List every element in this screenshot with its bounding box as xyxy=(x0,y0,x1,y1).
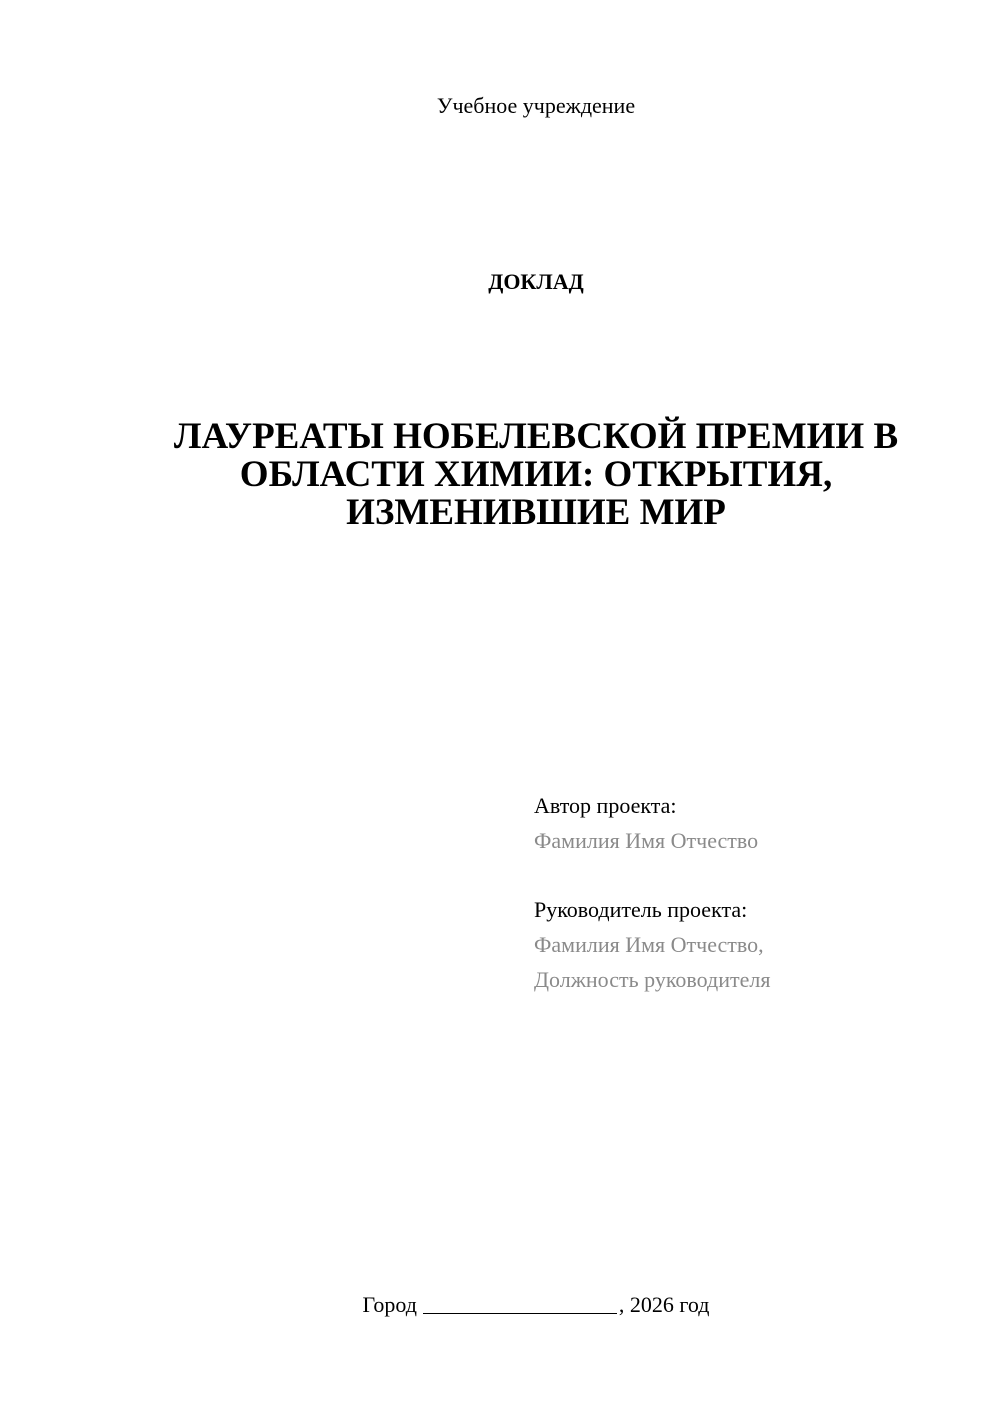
report-title-line: ЛАУРЕАТЫ НОБЕЛЕВСКОЙ ПРЕМИИ В xyxy=(173,416,899,457)
supervisor-name-placeholder: Фамилия Имя Отчество, xyxy=(534,932,764,957)
spacer xyxy=(534,858,974,892)
year-text: , 2026 год xyxy=(618,1292,710,1317)
institution-name: Учебное учреждение xyxy=(436,93,636,118)
supervisor-position-placeholder: Должность руководителя xyxy=(534,967,771,992)
city-blank-line xyxy=(423,1291,617,1314)
report-title-line: ИЗМЕНИВШИЕ МИР xyxy=(346,492,726,533)
report-title xyxy=(140,418,932,532)
report-title-line: ОБЛАСТИ ХИМИИ: ОТКРЫТИЯ, xyxy=(239,454,833,495)
city-label: Город xyxy=(362,1292,417,1317)
supervisor-label: Руководитель проекта: xyxy=(534,897,748,922)
author-block xyxy=(534,788,974,997)
author-name-placeholder: Фамилия Имя Отчество xyxy=(534,828,759,853)
author-label: Автор проекта: xyxy=(534,793,677,818)
document-type: ДОКЛАД xyxy=(488,269,584,294)
city-year-line xyxy=(0,1290,1000,1320)
